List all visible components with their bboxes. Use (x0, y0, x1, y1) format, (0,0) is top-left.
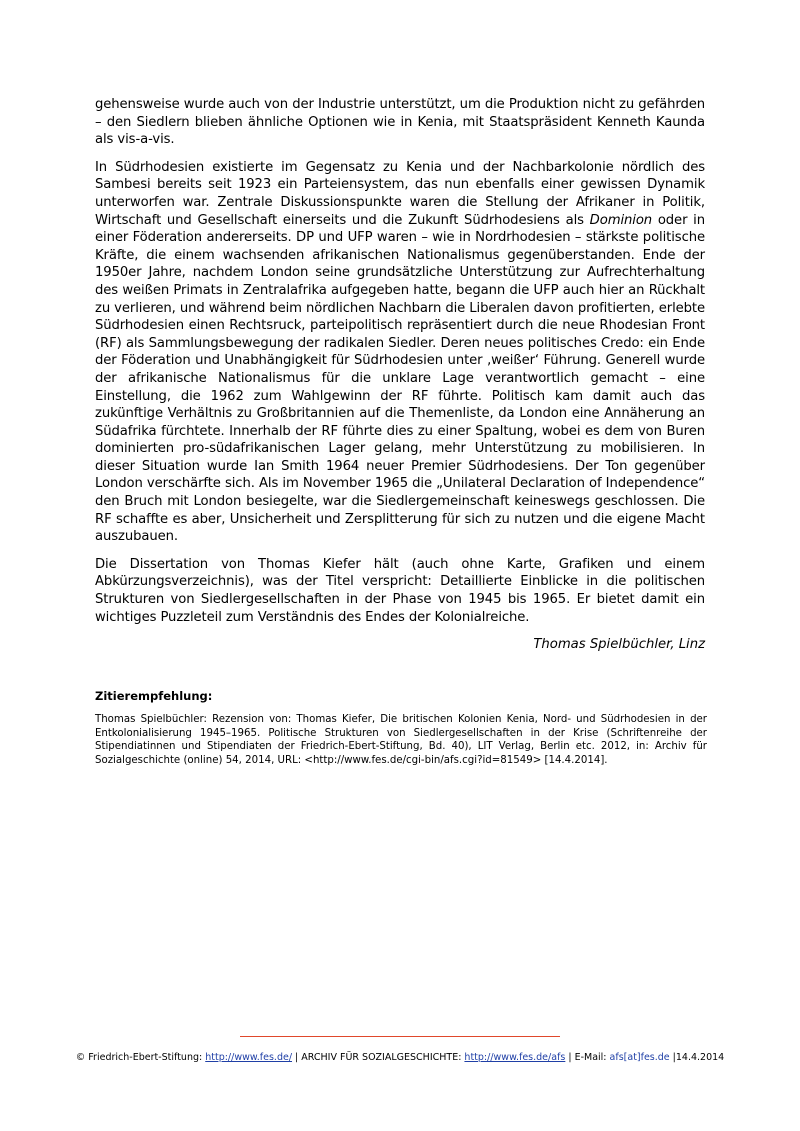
paragraph-2-part-b: oder in einer Föderation andererseits. DP und UFP waren – wie in Nordrhodesien – stärkste politische Kräfte, die einem wachsenden afrikanischen Nationalismus gegenüberstanden. Ende der 1950er Jahre, nachdem London seine grundsätzliche Unterstützung zur Aufrechterhaltung des weißen Primats in Zentralafrika aufgegeben hatte, begann die UFP auch hier an Rückhalt zu verlieren, und während beim nördlichen Nachbarn die Liberalen davon profitierten, erlebte Südrhodesien einen Rechtsruck, parteipolitisch repräsentiert durch die neue Rhodesian Front (RF) als Sammlungsbewegung der radikalen Siedler. Deren neues politisches Credo: ein Ende der Föderation und Unabhängigkeit für Südrhodesien unter ‚weißer‘ Führung. Generell wurde der afrikanische Nationalismus für die unklare Lage verantwortlich gemacht – eine Einstellung, die 1962 zum Wahlgewinn der RF führte. Politisch kam damit auch das zukünftige Verhältnis zu Großbritannien auf die Themenliste, da London eine Annäherung an Südafrika fürchtete. Innerhalb der RF führte dies zu einer Spaltung, wobei es dem von Buren dominierten pro-südafrikanischen Lager gelang, mehr Unterstützung zu mobilisieren. In dieser Situation wurde Ian Smith 1964 neuer Premier Südrhodesiens. Der Ton gegenüber London verschärfte sich. Als im November 1965 die „Unilateral Declaration of Independence“ den Bruch mit London besiegelte, war die Siedlergemeinschaft keineswegs geschlossen. Die RF schaffte es aber, Unsicherheit und Zersplitterung für sich zu nutzen und die eigene Macht auszubauen. (95, 212, 706, 545)
footer-email[interactable]: afs[at]fes.de (609, 1052, 670, 1063)
footer-copyright: © Friedrich-Ebert-Stiftung: (75, 1052, 206, 1063)
footer-email-label: | E-Mail: (565, 1052, 610, 1063)
citation-text: Thomas Spielbüchler: Rezension von: Thomas Kiefer, Die britischen Kolonien Kenia, Nord- und Südrhodesien in der Entkolonialisierung 1945–1965. Politische Strukturen von Siedlergesellschaften in der Krise (Schriftenreihe der Stipendiatinnen und Stipendiaten der Friedrich-Ebert-Stiftung, Bd. 40), LIT Verlag, Berlin etc. 2012, in: Archiv für Sozialgeschichte (online) 54, 2014, URL: <http://www.fes.de/cgi-bin/afs.cgi?id=81549> [14.4.2014]. (95, 714, 707, 766)
paragraph-1: gehensweise wurde auch von der Industrie unterstützt, um die Produktion nicht zu gefährden – den Siedlern blieben ähnliche Optionen wie in Kenia, mit Staatspräsident Kenneth Kaunda als vis-a-vis. (95, 97, 705, 148)
footer-afs-link[interactable]: http://www.fes.de/afs (464, 1052, 566, 1063)
paragraph-3: Die Dissertation von Thomas Kiefer hält (auch ohne Karte, Grafiken und einem Abkürzungsverzeichnis), was der Titel verspricht: Detaillierte Einblicke in die politischen Strukturen von Siedlergesellschaften in der Phase von 1945 bis 1965. Er bietet damit ein wichtiges Puzzleteil zum Verständnis des Endes der Kolonialreiche. (95, 556, 705, 625)
paragraph-2-emphasis: Dominion (589, 212, 653, 228)
paragraph-2 (95, 159, 705, 546)
paragraph-2-part-a: In Südrhodesien existierte im Gegensatz zu Kenia und der Nachbarkolonie nördlich des Sambesi bereits seit 1923 ein Parteiensystem, das nun ebenfalls einer gewissen Dynamik unterworfen war. Zentrale Diskussionspunkte waren die Stellung der Afrikaner in Politik, Wirtschaft und Gesellschaft einerseits und die Zukunft Südrhodesiens als (95, 159, 705, 228)
author-signature: Thomas Spielbüchler, Linz (533, 637, 705, 653)
citation-block (95, 689, 707, 767)
citation-heading: Zitierempfehlung: (95, 689, 213, 703)
footer-date: |14.4.2014 (669, 1052, 725, 1063)
page-footer (0, 1052, 800, 1063)
footer-fes-link[interactable]: http://www.fes.de/ (205, 1052, 293, 1063)
footer-archive-label: | ARCHIV FÜR SOZIALGESCHICHTE: (292, 1052, 465, 1063)
review-body (95, 96, 705, 654)
footer-divider (240, 1036, 560, 1037)
